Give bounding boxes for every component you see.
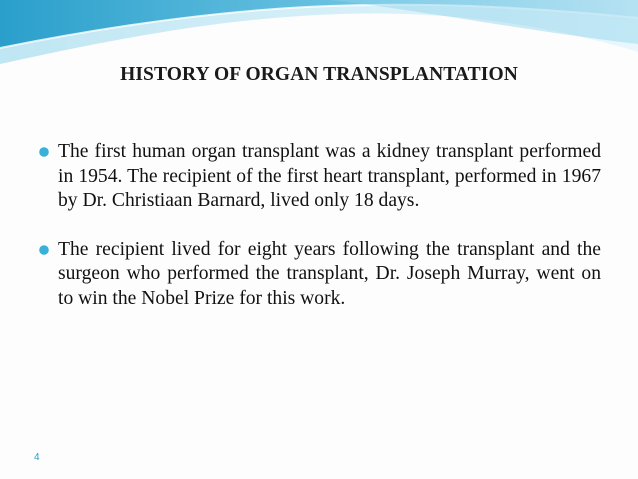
circle-bullet-icon (38, 146, 50, 158)
bullet-item (38, 140, 601, 214)
bullet-text: The first human organ transplant was a kidney transplant performed in 1954. The recipient of the first heart transplant, performed in 1967 by Dr. Christiaan Barnard, lived only 18 days. (58, 141, 601, 212)
bullet-list (38, 140, 601, 312)
page-number: 4 (34, 452, 40, 463)
circle-bullet-icon (38, 244, 50, 256)
slide-title: HISTORY OF ORGAN TRANSPLANTATION (120, 64, 518, 85)
bullet-item (38, 238, 601, 312)
bullet-text: The recipient lived for eight years following the transplant and the surgeon who performed the transplant, Dr. Joseph Murray, went on to win the Nobel Prize for this work. (58, 238, 601, 309)
